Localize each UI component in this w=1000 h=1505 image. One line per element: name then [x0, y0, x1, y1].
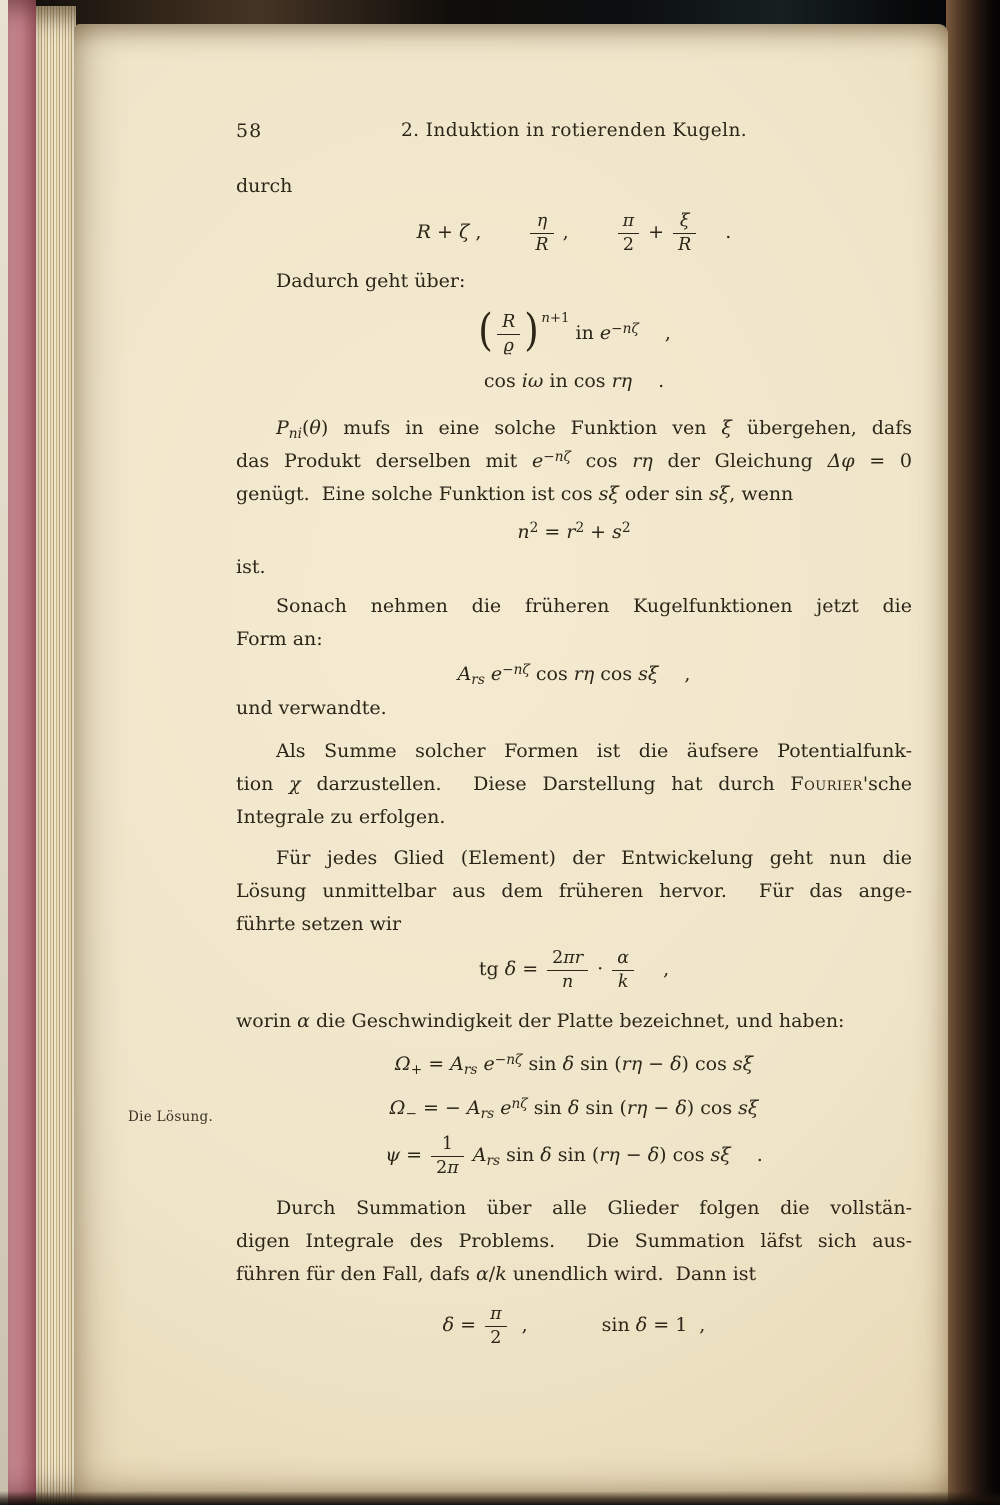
display-formula-7b: $\Omega_-$ = − $A_{rs}$ $e^{n\zeta}$ sin δ sin (rη − δ) cos sξ: [389, 1095, 759, 1122]
text-line: $P_{ni}(\theta)$ mufs in eine solche Funktion ven ξ übergehen, dafs: [276, 417, 912, 442]
text-line: und verwandte.: [236, 697, 387, 719]
paragraph-ist: [236, 551, 912, 584]
paragraph-durch: [236, 170, 912, 203]
paragraph-dadurch: [236, 265, 912, 298]
book-cover-edge: [8, 0, 36, 1505]
text-line: digen Integrale des Problems. Die Summation läfst sich aus-: [236, 1230, 912, 1252]
display-formula-7c: ψ = $\frac{1}{2\pi}$ $A_{rs}$ sin δ sin (rη − δ) cos sξ .: [385, 1134, 763, 1178]
text-line: worin α die Geschwindigkeit der Platte bezeichnet, und haben:: [236, 1010, 845, 1032]
page-header: [236, 120, 912, 141]
page-number: 58: [236, 120, 263, 142]
text-line: Form an:: [236, 628, 323, 650]
margin-note: Die Lösung.: [128, 1109, 214, 1125]
paragraph-verwandte: [236, 692, 912, 725]
text-line: Durch Summation über alle Glieder folgen die vollstän-: [276, 1197, 912, 1219]
book-page: [74, 24, 948, 1505]
text-line: Sonach nehmen die früheren Kugelfunktionen jetzt die: [276, 595, 912, 617]
display-formula-2: ( $\frac{R}{ϱ}$ ) n+1 in $e^{-n\zeta}$ ,: [478, 305, 671, 357]
book-bottom-shadow: [0, 1491, 1000, 1505]
page-edges-stack: [36, 6, 76, 1505]
text-line: Integrale zu erfolgen.: [236, 806, 446, 828]
text-block: [236, 164, 912, 1349]
text-line: durch: [236, 175, 293, 197]
text-line: das Produkt derselben mit $e^{-n\zeta}$ cos rη der Gleichung Δφ = 0: [236, 448, 912, 472]
text-line: Lösung unmittelbar aus dem früheren hervor. Für das ange-: [236, 880, 912, 902]
photo-left-edge: [0, 0, 8, 1505]
display-formula-8: δ = $\frac{\pi}{2}$ , sin δ = 1 ,: [442, 1304, 706, 1348]
text-line: führen für den Fall, dafs α/k unendlich wird. Dann ist: [236, 1263, 757, 1285]
text-line: tion χ darzustellen. Diese Darstellung hat durch Fourier'sche: [236, 773, 912, 795]
paragraph-summe: [236, 735, 912, 834]
paragraph-sonach: [236, 590, 912, 656]
display-formula-1: R + ζ , $\frac{\eta}{R}$ , $\frac{\pi}{2}$ + $\frac{\xi}{R}$ .: [416, 211, 732, 255]
text-line: ist.: [236, 556, 266, 578]
display-formula-4: $n^2 = r^2 + s^2$: [517, 519, 631, 543]
paragraph-summation: [236, 1192, 912, 1291]
paragraph-glied: [236, 842, 912, 941]
book-edge-right: [946, 0, 1000, 1505]
paragraph-worin: [236, 1005, 912, 1038]
paragraph-pni: [236, 412, 912, 511]
running-head: 2. Induktion in rotierenden Kugeln.: [400, 120, 748, 141]
text-line: Für jedes Glied (Element) der Entwickelung geht nun die: [276, 847, 912, 869]
text-line: Dadurch geht über:: [276, 270, 466, 292]
text-line: genügt. Eine solche Funktion ist cos sξ oder sin sξ, wenn: [236, 483, 794, 505]
display-formula-6: tg δ = $\frac{2\pi r}{n}$ · $\frac{\alpha}{k}$ ,: [478, 948, 670, 992]
text-line: führte setzen wir: [236, 913, 402, 935]
display-formula-3: cos iω in cos rη .: [483, 370, 665, 392]
text-line: Als Summe solcher Formen ist die äufsere Potentialfunk-: [276, 740, 912, 762]
display-formula-5: $A_{rs}$ $e^{-n\zeta}$ cos rη cos sξ ,: [457, 661, 691, 688]
display-formula-7a: $\Omega_+ = A_{rs}$ $e^{-n\zeta}$ sin δ sin (rη − δ) cos sξ: [394, 1051, 754, 1078]
